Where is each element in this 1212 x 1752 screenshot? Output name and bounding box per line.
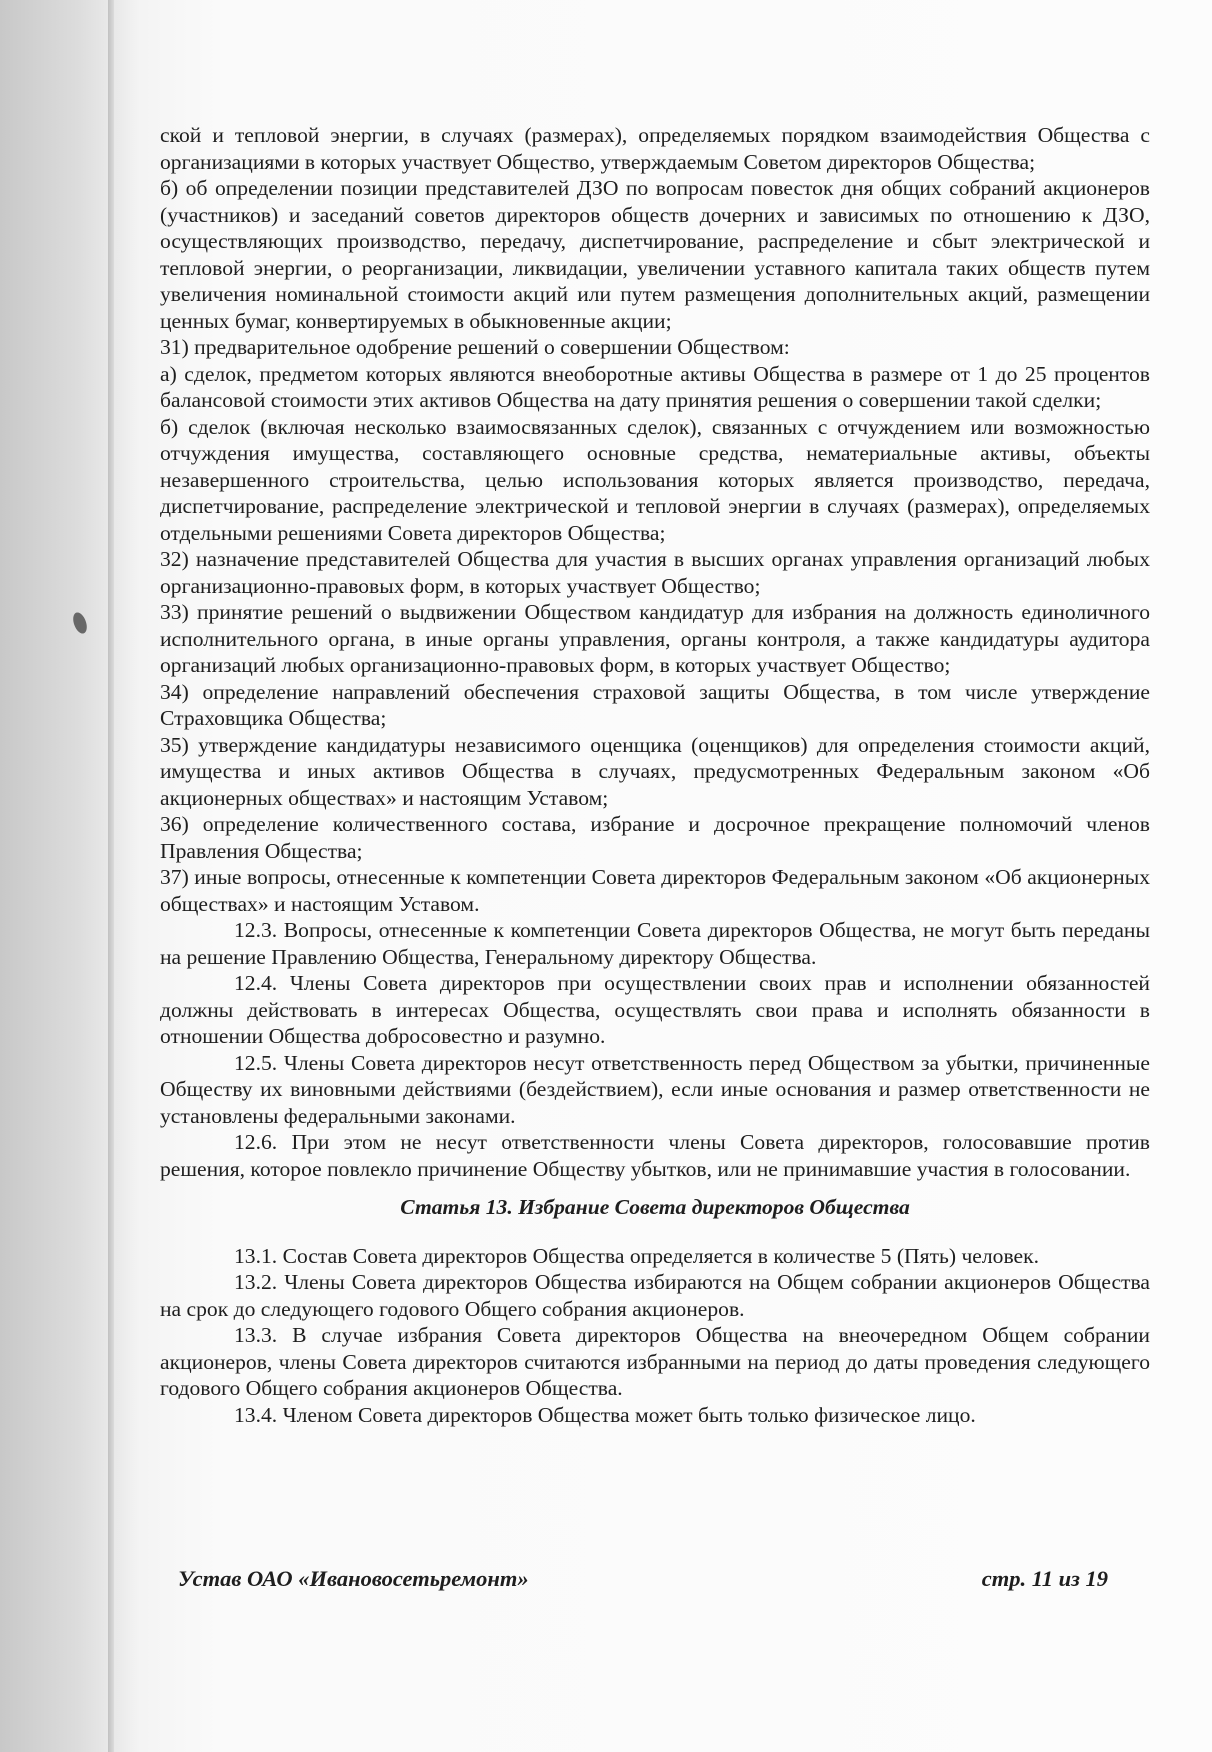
page-fold-shadow <box>108 0 114 1752</box>
paragraph: 35) утверждение кандидатуры независимого оценщика (оценщиков) для определения стоимости акций, имущества и иных активов Общества в случаях, предусмотренных Федеральным законом «Об акционерных обществах» и настоящим Уставом; <box>160 732 1150 810</box>
paragraph: 33) принятие решений о выдвижении Обществом кандидатур для избрания на должность единоличного исполнительного органа, в иные органы управления, органы контроля, а также кандидатуры аудитора организаций любых организационно-правовых форм, в которых участвует Общество; <box>160 600 1150 677</box>
clause-13-4: 13.4. Членом Совета директоров Общества может быть только физическое лицо. <box>234 1402 976 1427</box>
clause-13-3: 13.3. В случае избрания Совета директоров Общества на внеочередном Общем собрании акционеров, члены Совета директоров считаются избранными на период до даты проведения следующего годового Общего собрания акционеров Общества. <box>160 1323 1150 1400</box>
paragraph: б) об определении позиции представителей ДЗО по вопросам повесток дня общих собраний акционеров (участников) и заседаний советов директоров обществ дочерних и зависимых по отношению к ДЗО, осуществляющих производство, передачу, диспетчирование, распределение и сбыт электрической и тепловой энергии, о реорганизации, ликвидации, увеличении уставного капитала таких обществ путем увеличения номинальной стоимости акций или путем размещения дополнительных акций, размещении ценных бумаг, конвертируемых в обыкновенные акции; <box>160 176 1150 333</box>
clause-12-4: 12.4. Члены Совета директоров при осуществлении своих прав и исполнении обязанностей должны действовать в интересах Общества, осуществлять свои права и исполнять обязанности в отношении Общества добросовестно и разумно. <box>160 971 1150 1048</box>
paragraph: ской и тепловой энергии, в случаях (размерах), определяемых порядком взаимодействия Общества с организациями в которых участвует Общество, утверждаемым Советом директоров Общества; <box>160 123 1150 174</box>
paragraph: 31) предварительное одобрение решений о совершении Обществом: <box>160 335 790 359</box>
footer-document-title: Устав ОАО «Ивановосетьремонт» <box>178 1566 529 1591</box>
clause-12-6: 12.6. При этом не несут ответственности члены Совета директоров, голосовавшие против решения, которое повлекло причинение Обществу убытков, или не принимавшие участия в голосовании. <box>160 1130 1150 1181</box>
article-13-title: Статья 13. Избрание Совета директоров Общества <box>400 1195 910 1219</box>
paragraph: 34) определение направлений обеспечения страховой защиты Общества, в том числе утверждение Страховщика Общества; <box>160 679 1150 730</box>
paragraph: 36) определение количественного состава, избрание и досрочное прекращение полномочий членов Правления Общества; <box>160 812 1150 863</box>
clause-13-2: 13.2. Члены Совета директоров Общества избираются на Общем собрании акционеров Общества на срок до следующего годового Общего собрания акционеров. <box>160 1270 1150 1321</box>
clause-13-1: 13.1. Состав Совета директоров Общества определяется в количестве 5 (Пять) человек. <box>234 1243 1039 1268</box>
paragraph: б) сделок (включая несколько взаимосвязанных сделок), связанных с отчуждением или возможностью отчуждения имущества, составляющего основные средства, нематериальные активы, объекты незавершенного строительства, целью использования которых является производство, передача, диспетчирование, распределение электрической и тепловой энергии в случаях (размерах), определяемых отдельными решениями Совета директоров Общества; <box>160 414 1150 545</box>
page-footer <box>178 1566 1108 1592</box>
clause-12-3: 12.3. Вопросы, отнесенные к компетенции Совета директоров Общества, не могут быть переданы на решение Правлению Общества, Генеральному директору Общества. <box>160 918 1150 969</box>
adjacent-page-edge <box>0 0 110 1752</box>
paragraph: 32) назначение представителей Общества для участия в высших органах управления организаций любых организационно-правовых форм, в которых участвует Общество; <box>160 547 1150 598</box>
paragraph: 37) иные вопросы, отнесенные к компетенции Совета директоров Федеральным законом «Об акционерных обществах» и настоящим Уставом. <box>160 865 1150 916</box>
footer-page-number: стр. 11 из 19 <box>981 1566 1108 1591</box>
document-body <box>160 122 1150 1428</box>
document-page <box>160 122 1150 1428</box>
paragraph: а) сделок, предметом которых являются внеоборотные активы Общества в размере от 1 до 25 процентов балансовой стоимости этих активов Общества на дату принятия решения о совершении такой сделки; <box>160 361 1150 412</box>
clause-12-5: 12.5. Члены Совета директоров несут ответственность перед Обществом за убытки, причиненные Обществу их виновными действиями (бездействием), если иные основания и размер ответственности не установлены федеральными законами. <box>160 1050 1150 1128</box>
